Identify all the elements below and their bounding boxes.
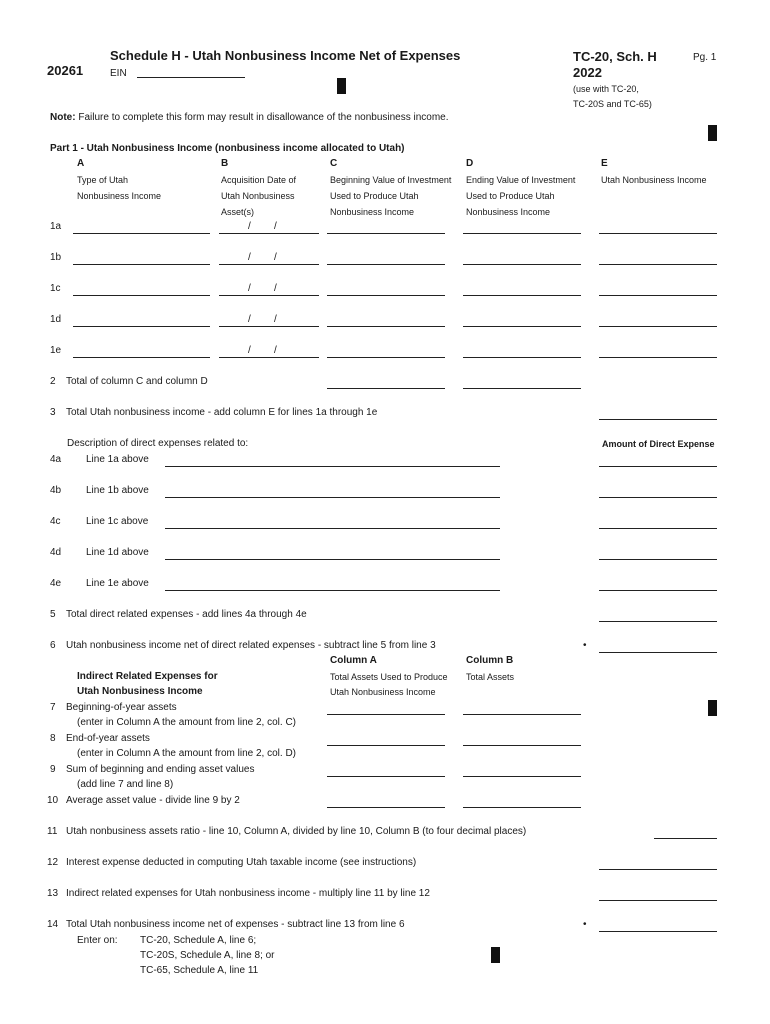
form-number: 20261: [47, 63, 84, 78]
line-9-sub: (add line 7 and line 8): [77, 779, 174, 790]
line-1-row-number: 1d: [50, 314, 62, 325]
col-e-income-input[interactable]: [599, 264, 717, 265]
line-5-text: Total direct related expenses - add lines 4a through 4e: [66, 609, 307, 620]
line-4-amount-header: Amount of Direct Expense: [602, 439, 715, 449]
col-c-value-input[interactable]: [327, 264, 445, 265]
col-e-income-input[interactable]: [599, 326, 717, 327]
line-14-number: 14: [47, 919, 59, 930]
col-d-header-1: Ending Value of Investment: [466, 175, 576, 185]
col-letter-e: E: [601, 158, 608, 169]
col-b-date-input[interactable]: [219, 264, 319, 265]
line-9-col-b-input[interactable]: [463, 776, 581, 777]
col-d-value-input[interactable]: [463, 295, 581, 296]
col-d-header-3: Nonbusiness Income: [466, 207, 551, 217]
line-8-sub: (enter in Column A the amount from line 2, col. D): [77, 748, 296, 759]
line-14-dest-3: TC-65, Schedule A, line 11: [140, 965, 259, 976]
col-d-header-2: Used to Produce Utah: [466, 191, 555, 201]
date-separator: /: [274, 345, 277, 356]
line-4-amount-input[interactable]: [599, 590, 717, 591]
line-14-input[interactable]: [599, 931, 717, 932]
col-letter-c: C: [330, 158, 338, 169]
line-9-number: 9: [50, 764, 56, 775]
line-4-amount-input[interactable]: [599, 466, 717, 467]
form-title: Schedule H - Utah Nonbusiness Income Net of Expenses: [110, 48, 461, 63]
line-4-description-input[interactable]: [165, 590, 500, 591]
line-14-bullet: •: [583, 919, 587, 930]
col-b-date-input[interactable]: [219, 295, 319, 296]
line-7-text: Beginning-of-year assets: [66, 702, 177, 713]
line-6-text: Utah nonbusiness income net of direct related expenses - subtract line 5 from line 3: [66, 640, 436, 651]
indirect-col-a-desc-1: Total Assets Used to Produce: [330, 672, 448, 682]
use-with-1: (use with TC-20,: [573, 84, 639, 94]
line-3-input[interactable]: [599, 419, 717, 420]
line-12-text: Interest expense deducted in computing Utah taxable income (see instructions): [66, 857, 417, 868]
line-14-text: Total Utah nonbusiness income net of expenses - subtract line 13 from line 6: [66, 919, 405, 930]
indirect-col-b-label: Column B: [466, 655, 514, 666]
ein-label: EIN: [110, 68, 127, 79]
col-c-value-input[interactable]: [327, 233, 445, 234]
line-2-number: 2: [50, 376, 56, 387]
line-1-row-number: 1b: [50, 252, 62, 263]
line-7-number: 7: [50, 702, 56, 713]
note: [50, 112, 449, 123]
form-year: 2022: [573, 65, 602, 80]
line-4-row-number: 4d: [50, 547, 62, 558]
line-7-col-b-input[interactable]: [463, 714, 581, 715]
line-4-desc-header: Description of direct expenses related to:: [67, 438, 249, 449]
note-label: Note:: [50, 112, 76, 123]
line-2-text: Total of column C and column D: [66, 376, 208, 387]
registration-mark: [337, 78, 346, 94]
line-4-amount-input[interactable]: [599, 497, 717, 498]
line-10-col-b-input[interactable]: [463, 807, 581, 808]
line-2-col-c-input[interactable]: [327, 388, 445, 389]
col-e-income-input[interactable]: [599, 233, 717, 234]
line-12-number: 12: [47, 857, 59, 868]
col-b-date-input[interactable]: [219, 233, 319, 234]
line-12-input[interactable]: [599, 869, 717, 870]
indirect-col-a-label: Column A: [330, 655, 377, 666]
col-a-header-1: Type of Utah: [77, 175, 129, 185]
line-6-number: 6: [50, 640, 56, 651]
registration-mark: [708, 125, 717, 141]
note-text: Failure to complete this form may result in disallowance of the nonbusiness income.: [78, 112, 449, 123]
date-separator: /: [274, 314, 277, 325]
registration-mark: [491, 947, 500, 963]
line-4-row-number: 4a: [50, 454, 62, 465]
line-11-number: 11: [47, 826, 58, 837]
col-e-header-1: Utah Nonbusiness Income: [601, 175, 707, 185]
line-1-row-number: 1e: [50, 345, 62, 356]
col-e-income-input[interactable]: [599, 357, 717, 358]
line-3-number: 3: [50, 407, 56, 418]
line-14-dest-2: TC-20S, Schedule A, line 8; or: [140, 950, 275, 961]
date-separator: /: [274, 283, 277, 294]
col-a-type-input[interactable]: [73, 264, 210, 265]
line-9-text: Sum of beginning and ending asset values: [66, 764, 255, 775]
line-4-row-label: Line 1d above: [86, 547, 149, 558]
line-10-number: 10: [47, 795, 59, 806]
date-separator: /: [248, 252, 251, 263]
line-4-amount-input[interactable]: [599, 559, 717, 560]
line-8-col-a-input[interactable]: [327, 745, 445, 746]
line-4-description-input[interactable]: [165, 559, 500, 560]
line-8-text: End-of-year assets: [66, 733, 150, 744]
line-7-col-a-input[interactable]: [327, 714, 445, 715]
line-5-input[interactable]: [599, 621, 717, 622]
col-c-header-3: Nonbusiness Income: [330, 207, 415, 217]
line-10-col-a-input[interactable]: [327, 807, 445, 808]
line-4-row-number: 4c: [50, 516, 61, 527]
form-id: TC-20, Sch. H: [573, 49, 657, 64]
col-a-type-input[interactable]: [73, 295, 210, 296]
line-4-description-input[interactable]: [165, 466, 500, 467]
col-b-date-input[interactable]: [219, 357, 319, 358]
ein-input[interactable]: [137, 77, 245, 78]
line-4-row-label: Line 1b above: [86, 485, 149, 496]
line-6-input[interactable]: [599, 652, 717, 653]
date-separator: /: [248, 221, 251, 232]
line-14-dest-1: TC-20, Schedule A, line 6;: [140, 935, 257, 946]
line-10-text: Average asset value - divide line 9 by 2: [66, 795, 240, 806]
date-separator: /: [274, 252, 277, 263]
line-4-row-label: Line 1a above: [86, 454, 149, 465]
line-7-sub: (enter in Column A the amount from line 2, col. C): [77, 717, 296, 728]
line-4-row-label: Line 1c above: [86, 516, 149, 527]
date-separator: /: [248, 314, 251, 325]
col-e-income-input[interactable]: [599, 295, 717, 296]
date-separator: /: [274, 221, 277, 232]
line-8-col-b-input[interactable]: [463, 745, 581, 746]
col-b-header-1: Acquisition Date of: [221, 175, 297, 185]
col-d-value-input[interactable]: [463, 264, 581, 265]
col-a-type-input[interactable]: [73, 233, 210, 234]
part1-title: Part 1 - Utah Nonbusiness Income (nonbusiness income allocated to Utah): [50, 143, 405, 154]
col-c-header-1: Beginning Value of Investment: [330, 175, 452, 185]
line-13-input[interactable]: [599, 900, 717, 901]
line-8-number: 8: [50, 733, 56, 744]
line-13-text: Indirect related expenses for Utah nonbusiness income - multiply line 11 by line 12: [66, 888, 430, 899]
col-c-value-input[interactable]: [327, 326, 445, 327]
line-2-col-d-input[interactable]: [463, 388, 581, 389]
indirect-title-2: Utah Nonbusiness Income: [77, 686, 203, 697]
col-letter-d: D: [466, 158, 474, 169]
line-4-row-number: 4e: [50, 578, 62, 589]
line-14-enter-on: Enter on:: [77, 935, 118, 946]
col-d-value-input[interactable]: [463, 233, 581, 234]
col-letter-b: B: [221, 158, 229, 169]
indirect-title-1: Indirect Related Expenses for: [77, 671, 218, 682]
use-with-2: TC-20S and TC-65): [573, 99, 652, 109]
line-6-bullet: •: [583, 640, 587, 651]
line-1-row-number: 1a: [50, 221, 62, 232]
line-1-row-number: 1c: [50, 283, 61, 294]
line-4-description-input[interactable]: [165, 497, 500, 498]
line-4-row-number: 4b: [50, 485, 62, 496]
date-separator: /: [248, 283, 251, 294]
col-d-value-input[interactable]: [463, 326, 581, 327]
col-b-header-2: Utah Nonbusiness: [221, 191, 295, 201]
line-9-col-a-input[interactable]: [327, 776, 445, 777]
line-11-text: Utah nonbusiness assets ratio - line 10, Column A, divided by line 10, Column B (to four decimal places): [66, 826, 527, 837]
date-separator: /: [248, 345, 251, 356]
indirect-col-a-desc-2: Utah Nonbusiness Income: [330, 687, 436, 697]
col-d-value-input[interactable]: [463, 357, 581, 358]
line-3-text: Total Utah nonbusiness income - add column E for lines 1a through 1e: [66, 407, 378, 418]
line-4-row-label: Line 1e above: [86, 578, 149, 589]
line-4-amount-input[interactable]: [599, 528, 717, 529]
col-c-value-input[interactable]: [327, 357, 445, 358]
line-13-number: 13: [47, 888, 59, 899]
col-c-value-input[interactable]: [327, 295, 445, 296]
col-b-header-3: Asset(s): [221, 207, 255, 217]
registration-mark: [708, 700, 717, 716]
col-letter-a: A: [77, 158, 85, 169]
line-5-number: 5: [50, 609, 56, 620]
col-a-type-input[interactable]: [73, 326, 210, 327]
col-c-header-2: Used to Produce Utah: [330, 191, 419, 201]
col-b-date-input[interactable]: [219, 326, 319, 327]
col-a-header-2: Nonbusiness Income: [77, 191, 162, 201]
indirect-col-b-desc: Total Assets: [466, 672, 515, 682]
col-a-type-input[interactable]: [73, 357, 210, 358]
line-4-description-input[interactable]: [165, 528, 500, 529]
page-number: Pg. 1: [693, 52, 717, 63]
line-11-input[interactable]: [654, 838, 717, 839]
